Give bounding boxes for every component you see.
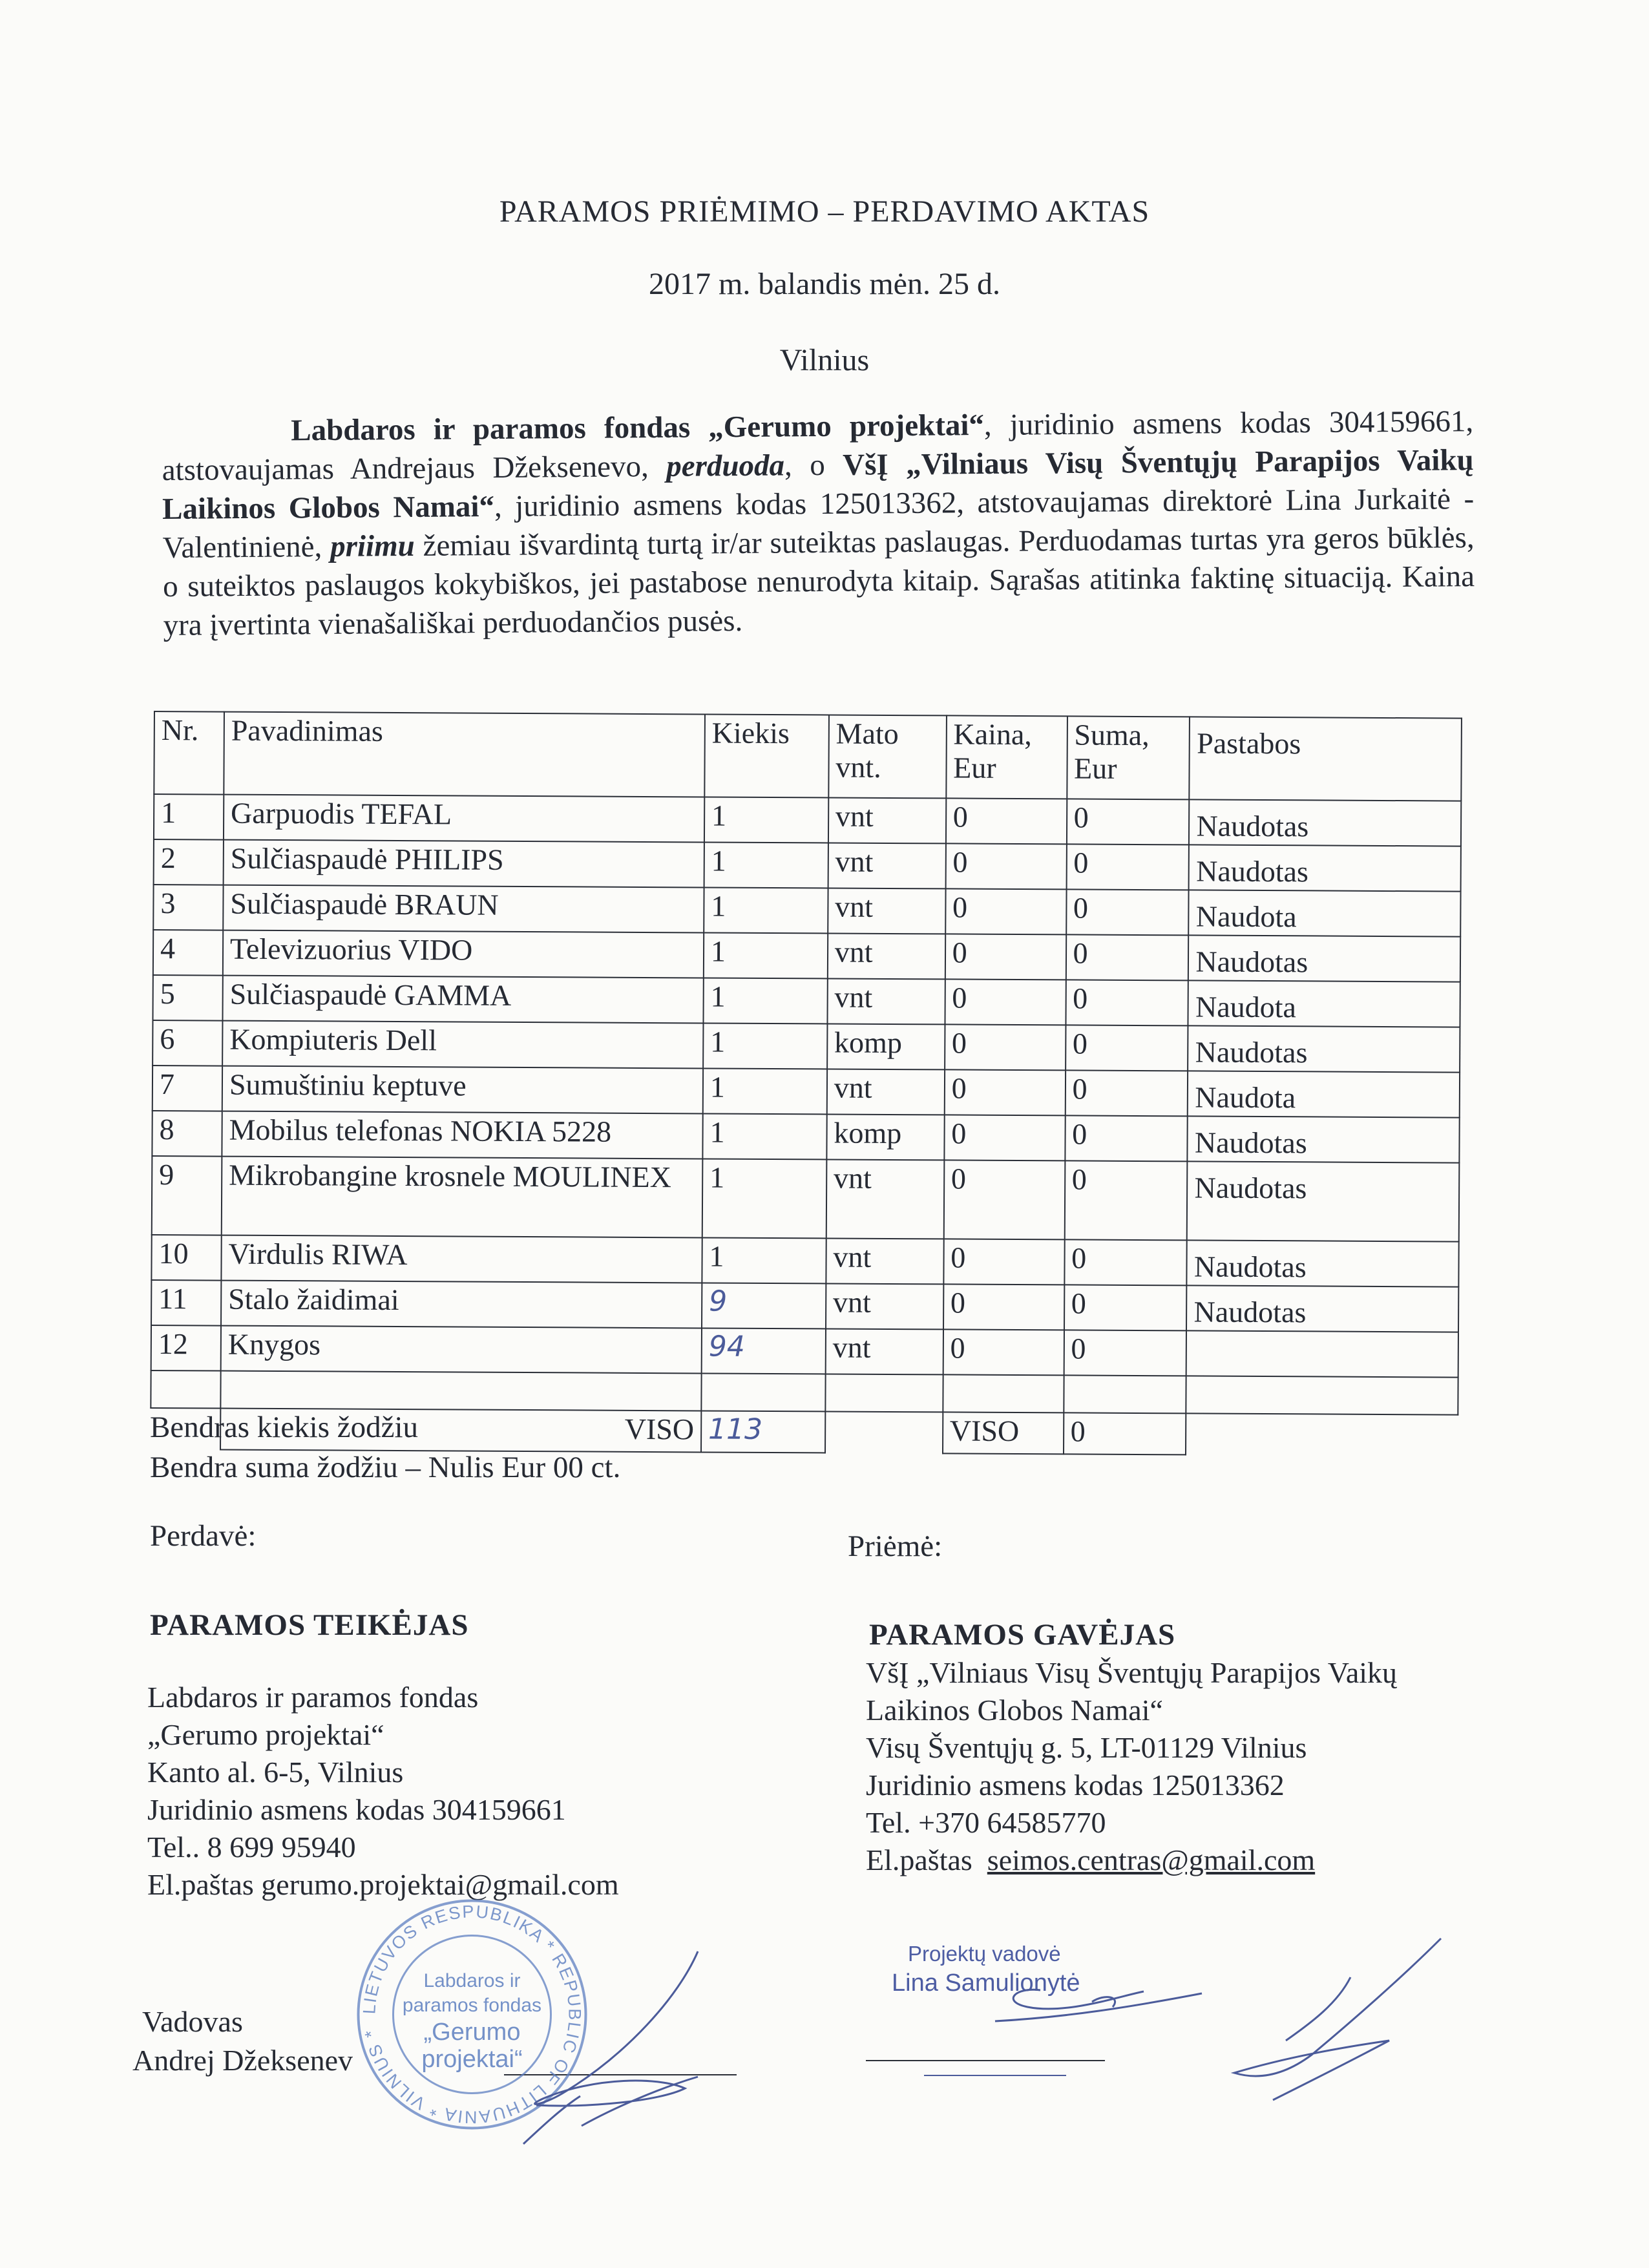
table-row: [152, 975, 1460, 1027]
header-price-line1: Kaina,: [953, 717, 1032, 751]
cell-notes: Naudotas: [1189, 799, 1461, 846]
header-sum-line2: Eur: [1073, 751, 1117, 785]
cell-qty: 1: [702, 1159, 827, 1238]
cell-price: 0: [945, 888, 1066, 934]
verb-give: perduoda: [666, 448, 785, 483]
header-sum-line1: Suma,: [1074, 718, 1150, 752]
cell-nr: 4: [153, 930, 223, 976]
cell-nr: 3: [153, 885, 223, 930]
giver-line: Tel.. 8 699 95940: [147, 1831, 356, 1864]
connector-text: , o: [784, 448, 843, 483]
qty-in-words: Bendras kiekis žodžiu: [150, 1411, 419, 1444]
totals-in-words: [150, 1407, 620, 1487]
verb-receive: priimu: [330, 529, 415, 563]
blank-cell: [151, 1370, 220, 1409]
total-qty-label: VISO: [220, 1409, 701, 1453]
cell-price: 0: [945, 1024, 1066, 1070]
giver-line: El.paštas gerumo.projektai@gmail.com: [147, 1868, 619, 1901]
blank-cell: [701, 1373, 825, 1411]
cell-name: Mobilus telefonas NOKIA 5228: [222, 1111, 702, 1159]
cell-nr: 10: [151, 1235, 221, 1281]
cell-name: Sulčiaspaudė GAMMA: [222, 976, 703, 1024]
cell-name: Stalo žaidimai: [221, 1281, 702, 1328]
cell-qty: 1: [704, 887, 828, 933]
giver-code-text: , juridinio asmens kodas 304159661, atstovaujamas Andrejaus Džeksenevo,: [162, 404, 1474, 487]
cell-notes: Naudotas: [1186, 1285, 1458, 1332]
cell-nr: 1: [154, 794, 224, 840]
table-row: [152, 1111, 1459, 1163]
total-gap: [825, 1411, 943, 1453]
stamp-ring-text: LIETUVOS RESPUBLIKA * REPUBLIC OF LITHUANIA * VILNIUS *: [359, 1902, 585, 2127]
table-row: [151, 1235, 1458, 1287]
receiver-line: Tel. +370 64585770: [866, 1806, 1106, 1839]
receiver-code-text: , juridinio asmens kodas 125013362, atstovaujamas direktorė Lina Jurkaitė - Valentinienė,: [162, 482, 1475, 565]
cell-qty: 1: [702, 1237, 826, 1283]
receiver-signature: [898, 1926, 1467, 2119]
stamp-line-3: „Gerumo: [423, 2019, 521, 2046]
cell-name: Garpuodis TEFAL: [224, 795, 704, 843]
table-row: [154, 794, 1461, 846]
cell-price: 0: [943, 1329, 1064, 1375]
cell-price: 0: [943, 1160, 1065, 1239]
cell-name: Mikrobangine krosnele MOULINEX: [222, 1157, 703, 1238]
table-row: [153, 885, 1460, 937]
cell-qty: 1: [704, 932, 828, 978]
giver-line: Kanto al. 6-5, Vilnius: [147, 1756, 404, 1789]
cell-nr: 12: [151, 1325, 221, 1371]
total-sum-value: 0: [1064, 1412, 1186, 1454]
cell-name: Sulčiaspaudė BRAUN: [223, 885, 704, 933]
cell-notes: Naudotas: [1187, 1161, 1459, 1241]
stamp-line-1: Labdaros ir: [423, 1970, 521, 1991]
cell-sum: 0: [1064, 1330, 1186, 1376]
stamp-line-4: projektai“: [421, 2046, 523, 2073]
stamp-line-2: paramos fondas: [402, 1995, 542, 2016]
cell-unit: vnt: [828, 797, 946, 843]
intro-paragraph: [162, 402, 1475, 645]
table-row: [151, 1280, 1458, 1332]
receiver-stamp-person: Lina Samulionytė: [892, 1969, 1080, 1997]
cell-nr: 5: [152, 975, 222, 1021]
receiver-label: Priėmė:: [848, 1529, 943, 1563]
cell-unit: vnt: [826, 1159, 945, 1239]
giver-line: Labdaros ir paramos fondas: [147, 1681, 479, 1714]
table-row: [152, 1020, 1460, 1073]
cell-qty: 1: [702, 1113, 826, 1159]
cell-sum: 0: [1065, 1070, 1188, 1116]
cell-name: Knygos: [221, 1326, 702, 1374]
cell-notes: Naudotas: [1188, 1025, 1460, 1072]
header-unit-line2: vnt.: [835, 750, 881, 784]
cell-name: Sulčiaspaudė PHILIPS: [224, 840, 704, 888]
cell-notes: Naudotas: [1188, 935, 1460, 982]
cell-name: Televizuorius VIDO: [223, 930, 704, 978]
cell-sum: 0: [1067, 799, 1190, 845]
blank-cell: [825, 1374, 943, 1412]
giver-line: „Gerumo projektai“: [147, 1718, 384, 1751]
receiver-heading: PARAMOS GAVĖJAS: [869, 1618, 1176, 1652]
giver-name: Labdaros ir paramos fondas „Gerumo projektai“: [291, 408, 985, 448]
header-unit-line1: Mato: [835, 717, 899, 751]
cell-notes: Naudotas: [1189, 845, 1461, 891]
table-row: [153, 930, 1460, 982]
table-header-row: [154, 711, 1462, 801]
giver-role: Vadovas: [142, 2005, 243, 2038]
document-city: Vilnius: [779, 343, 870, 377]
cell-qty: 1: [704, 797, 828, 843]
cell-nr: 9: [152, 1156, 222, 1235]
cell-unit: vnt: [827, 1069, 945, 1115]
blank-cell: [220, 1371, 701, 1411]
cell-notes: Naudotas: [1187, 1240, 1459, 1286]
cell-price: 0: [943, 1239, 1064, 1285]
cell-price: 0: [944, 1115, 1065, 1160]
cell-sum: 0: [1064, 1285, 1187, 1330]
receiver-line: Visų Šventųjų g. 5, LT-01129 Vilnius: [866, 1731, 1307, 1764]
total-sum-label: VISO: [943, 1412, 1064, 1454]
cell-qty: 1: [703, 1068, 827, 1114]
header-price-line2: Eur: [953, 751, 996, 784]
table-row: [152, 1066, 1460, 1118]
cell-sum: 0: [1066, 844, 1189, 890]
header-notes: Pastabos: [1190, 717, 1462, 801]
giver-line: Juridinio asmens kodas 304159661: [147, 1793, 566, 1826]
cell-notes: Naudota: [1189, 890, 1461, 936]
document-title: PARAMOS PRIĖMIMO – PERDAVIMO AKTAS: [499, 194, 1150, 229]
cell-sum: 0: [1066, 1025, 1188, 1071]
cell-unit: vnt: [825, 1328, 943, 1374]
cell-price: 0: [945, 934, 1066, 980]
cell-sum: 0: [1064, 1160, 1188, 1240]
cell-qty: 9: [702, 1283, 826, 1328]
cell-sum: 0: [1066, 934, 1188, 980]
document-date: 2017 m. balandis mėn. 25 d.: [649, 267, 1000, 301]
items-table: [150, 711, 1462, 1457]
receiver-line: Juridinio asmens kodas 125013362: [866, 1769, 1285, 1801]
total-spacer-right: [1186, 1413, 1458, 1456]
cell-price: 0: [945, 843, 1066, 889]
cell-notes: Naudota: [1188, 980, 1460, 1027]
cell-sum: 0: [1066, 889, 1189, 935]
cell-sum: 0: [1065, 1115, 1188, 1161]
giver-details: [147, 1679, 619, 1904]
cell-unit: vnt: [826, 1238, 943, 1284]
receiver-email-label: El.paštas: [866, 1843, 972, 1876]
blank-cell: [1186, 1376, 1458, 1414]
cell-nr: 8: [152, 1111, 222, 1157]
cell-notes: [1186, 1330, 1458, 1377]
header-unit: [828, 715, 947, 798]
cell-qty: 1: [703, 978, 827, 1024]
header-price: [946, 715, 1067, 799]
table-row: [154, 839, 1461, 892]
receiver-email-line: [866, 1842, 1397, 1879]
cell-qty: 94: [702, 1328, 826, 1374]
cell-nr: 6: [152, 1020, 222, 1066]
giver-signature: [465, 1938, 801, 2152]
blank-cell: [943, 1374, 1064, 1412]
total-qty-value: 113: [701, 1411, 825, 1453]
cell-unit: komp: [827, 1024, 945, 1069]
cell-price: 0: [945, 979, 1066, 1025]
receiver-line: Laikinos Globos Namai“: [866, 1694, 1163, 1727]
receiver-stamp-role: Projektų vadovė: [908, 1942, 1061, 1966]
cell-name: Virdulis RIWA: [221, 1235, 702, 1283]
giver-person: Andrej Džeksenev: [132, 2044, 353, 2077]
cell-nr: 7: [152, 1066, 222, 1111]
cell-unit: vnt: [827, 978, 945, 1024]
intro-rest: žemiau išvardintą turtą ir/ar suteiktas paslaugas. Perduodamas turtas yra geros būklės, o suteiktos paslaugos kokybiškos, jei pastabose nenurodyta kitaip. Sąrašas atitinka faktinę situaciją. Kaina yra įvertinta vienašališkai perduodančios pusės.: [162, 521, 1475, 642]
cell-sum: 0: [1066, 980, 1188, 1025]
table-body: [151, 794, 1462, 1378]
receiver-line: VšĮ „Vilniaus Visų Šventųjų Parapijos Vaikų: [866, 1656, 1398, 1689]
cell-name: Sumuštiniu keptuve: [222, 1066, 703, 1114]
receiver-name: VšĮ „Vilniaus Visų Šventųjų Parapijos Vaikų Laikinos Globos Namai“: [162, 443, 1474, 526]
cell-sum: 0: [1064, 1239, 1187, 1285]
giver-label: Perdavė:: [150, 1519, 257, 1553]
cell-unit: vnt: [828, 888, 945, 934]
cell-unit: vnt: [828, 843, 945, 888]
cell-notes: Naudotas: [1188, 1116, 1460, 1162]
receiver-details: [866, 1654, 1397, 1879]
cell-notes: Naudota: [1188, 1071, 1460, 1117]
header-qty: Kiekis: [704, 714, 829, 797]
cell-nr: 11: [151, 1280, 221, 1326]
blank-cell: [1064, 1375, 1186, 1413]
table-row: [151, 1325, 1458, 1378]
header-nr: Nr.: [154, 711, 224, 795]
cell-nr: 2: [154, 839, 224, 885]
cell-unit: komp: [826, 1114, 944, 1160]
giver-heading: PARAMOS TEIKĖJAS: [150, 1608, 469, 1642]
cell-unit: vnt: [826, 1283, 943, 1329]
cell-price: 0: [944, 1069, 1065, 1115]
sum-in-words: Bendra suma žodžiu – Nulis Eur 00 ct.: [150, 1451, 621, 1484]
cell-qty: 1: [704, 842, 828, 888]
receiver-email-link[interactable]: seimos.centras@gmail.com: [987, 1843, 1316, 1876]
header-name: Pavadinimas: [224, 712, 705, 797]
cell-price: 0: [946, 798, 1067, 844]
cell-qty: 1: [703, 1023, 827, 1069]
cell-price: 0: [943, 1284, 1064, 1330]
table-row: [152, 1156, 1460, 1242]
cell-unit: vnt: [828, 933, 945, 979]
header-sum: [1067, 716, 1190, 799]
cell-name: Kompiuteris Dell: [222, 1021, 703, 1069]
